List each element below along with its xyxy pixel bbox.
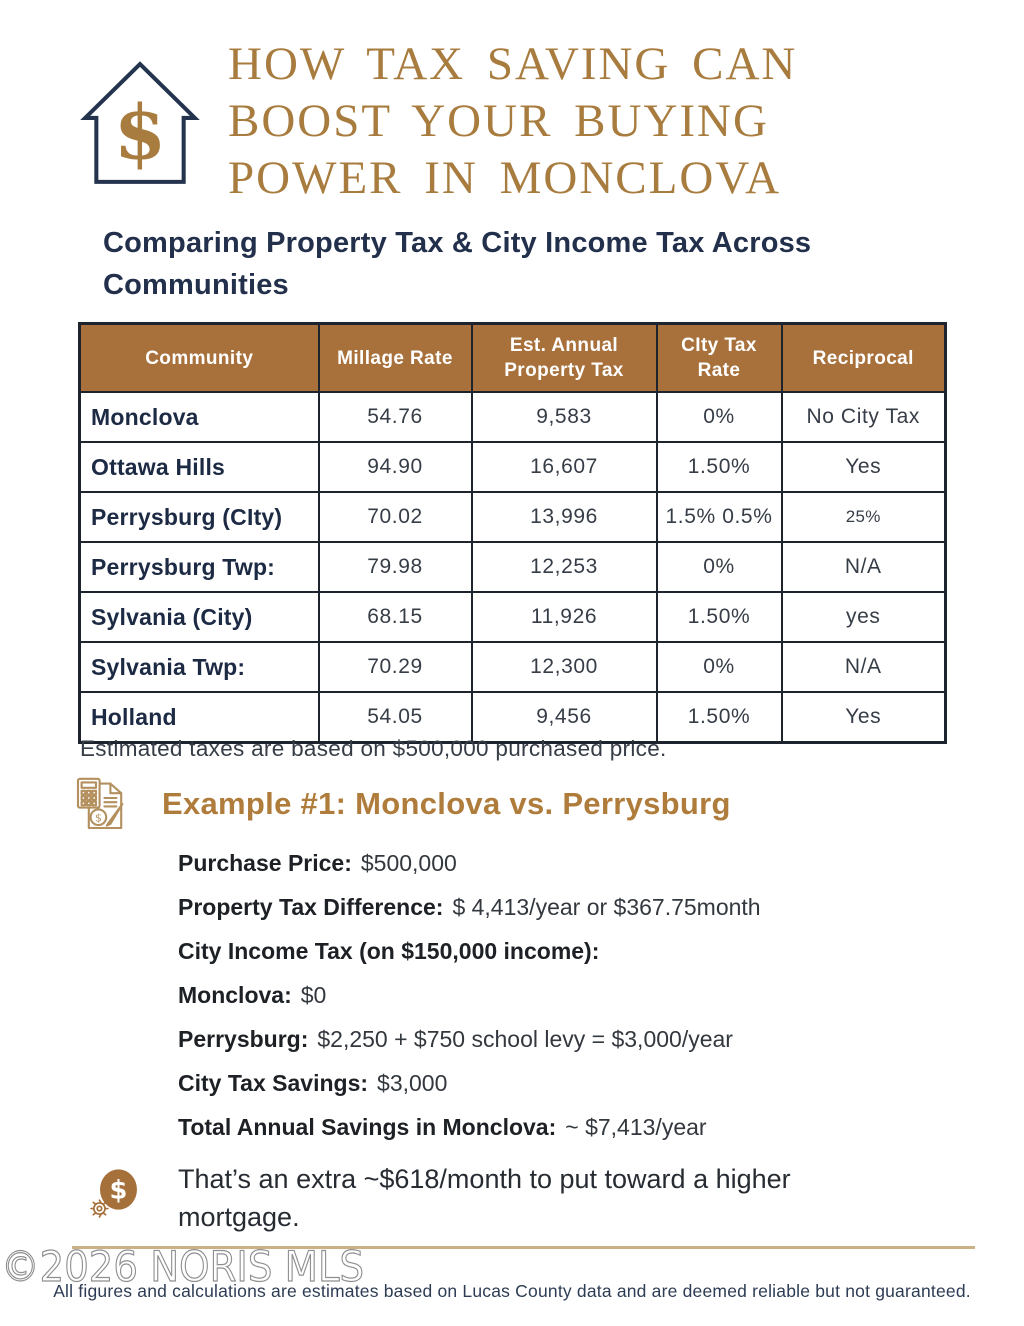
reciprocal-cell: Yes xyxy=(782,692,946,743)
property-tax-cell: 12,253 xyxy=(472,542,657,592)
reciprocal-cell: Yes xyxy=(782,442,946,492)
property-tax-cell: 9,456 xyxy=(472,692,657,743)
table-row-monclova xyxy=(80,392,946,442)
reciprocal-cell: 25% xyxy=(782,492,946,542)
detail-value: ~ $7,413/year xyxy=(565,1114,707,1140)
detail-label: Property Tax Difference: xyxy=(178,894,444,920)
calculator-document-icon xyxy=(72,774,132,834)
millage-cell: 54.05 xyxy=(319,692,472,743)
property-tax-cell: 11,926 xyxy=(472,592,657,642)
detail-value: $0 xyxy=(300,982,327,1008)
property-tax-cell: 16,607 xyxy=(472,442,657,492)
svg-text:$: $ xyxy=(94,811,102,825)
reciprocal-cell: No City Tax xyxy=(782,392,946,442)
table-row-perrysburg-city xyxy=(80,492,946,542)
svg-text:$: $ xyxy=(113,87,167,177)
page-title-line-1: HOW TAX SAVING CAN xyxy=(228,38,798,90)
tax-comparison-table xyxy=(78,322,947,744)
detail-label: Purchase Price: xyxy=(178,850,352,876)
detail-label: City Tax Savings: xyxy=(178,1070,369,1096)
callout-text: That’s an extra ~$618/month to put toward a higher mortgage. xyxy=(178,1164,791,1232)
detail-value: $ 4,413/year or $367.75month xyxy=(452,894,761,920)
detail-city-tax-savings xyxy=(178,1071,761,1095)
property-tax-cell: 13,996 xyxy=(472,492,657,542)
page-title-line-2: BOOST YOUR BUYING xyxy=(228,95,769,147)
page-title-line-3: POWER IN MONCLOVA xyxy=(228,152,782,204)
reciprocal-cell: N/A xyxy=(782,542,946,592)
detail-total-annual-savings xyxy=(178,1115,761,1139)
detail-city-income-tax xyxy=(178,939,761,963)
example-details xyxy=(178,851,761,1159)
city-tax-cell: 1.5% 0.5% xyxy=(657,492,782,542)
table-row-holland xyxy=(80,692,946,743)
city-tax-cell: 0% xyxy=(657,392,782,442)
callout-row xyxy=(86,1160,798,1236)
detail-label: Monclova: xyxy=(178,982,292,1008)
header-property-tax: Est. Annual Property Tax xyxy=(472,324,657,393)
table-row-sylvania-twp xyxy=(80,642,946,692)
detail-property-tax-difference xyxy=(178,895,761,919)
table-row-sylvania-city xyxy=(80,592,946,642)
header-community: Community xyxy=(80,324,319,393)
property-tax-cell: 12,300 xyxy=(472,642,657,692)
detail-value: $500,000 xyxy=(360,850,457,876)
community-cell: Sylvania (City) xyxy=(80,592,319,642)
millage-cell: 70.29 xyxy=(319,642,472,692)
header-millage-rate: Millage Rate xyxy=(319,324,472,393)
detail-label: Total Annual Savings in Monclova: xyxy=(178,1114,557,1140)
property-tax-cell: 9,583 xyxy=(472,392,657,442)
table-note: Estimated taxes are based on $500,000 purchased price. xyxy=(80,736,667,761)
detail-value: $3,000 xyxy=(377,1070,448,1096)
community-cell: Sylvania Twp: xyxy=(80,642,319,692)
city-tax-cell: 1.50% xyxy=(657,692,782,743)
table-header-row xyxy=(80,324,946,393)
detail-label: City Income Tax (on $150,000 income): xyxy=(178,938,600,964)
coin-gear-icon xyxy=(86,1166,142,1222)
millage-cell: 70.02 xyxy=(319,492,472,542)
reciprocal-cell: yes xyxy=(782,592,946,642)
millage-cell: 79.98 xyxy=(319,542,472,592)
detail-purchase-price xyxy=(178,851,761,875)
city-tax-cell: 1.50% xyxy=(657,592,782,642)
reciprocal-cell: N/A xyxy=(782,642,946,692)
detail-value: $2,250 + $750 school levy = $3,000/year xyxy=(317,1026,733,1052)
example-heading-row xyxy=(72,774,731,834)
table-row-ottawa-hills xyxy=(80,442,946,492)
city-tax-cell: 1.50% xyxy=(657,442,782,492)
community-cell: Perrysburg (CIty) xyxy=(80,492,319,542)
page-title xyxy=(228,36,797,207)
header-city-tax: CIty Tax Rate xyxy=(657,324,782,393)
svg-text:$: $ xyxy=(109,1175,128,1206)
example-heading: Example #1: Monclova vs. Perrysburg xyxy=(162,786,731,821)
house-dollar-icon xyxy=(74,56,206,190)
millage-cell: 68.15 xyxy=(319,592,472,642)
city-tax-cell: 0% xyxy=(657,642,782,692)
detail-label: Perrysburg: xyxy=(178,1026,309,1052)
detail-monclova xyxy=(178,983,761,1007)
millage-cell: 54.76 xyxy=(319,392,472,442)
section-subtitle: Comparing Property Tax & City Income Tax Across Communities xyxy=(103,227,812,301)
header-reciprocal: Reciprocal xyxy=(782,324,946,393)
community-cell: Holland xyxy=(80,692,319,743)
community-cell: Ottawa Hills xyxy=(80,442,319,492)
table-row-perrysburg-twp xyxy=(80,542,946,592)
community-cell: Perrysburg Twp: xyxy=(80,542,319,592)
detail-perrysburg xyxy=(178,1027,761,1051)
millage-cell: 94.90 xyxy=(319,442,472,492)
city-tax-cell: 0% xyxy=(657,542,782,592)
watermark: ©2026 NORIS MLS xyxy=(1,1242,365,1291)
footer-disclaimer: All figures and calculations are estimates based on Lucas County data and are deemed reliable but not guaranteed. xyxy=(53,1281,971,1301)
community-cell: Monclova xyxy=(80,392,319,442)
